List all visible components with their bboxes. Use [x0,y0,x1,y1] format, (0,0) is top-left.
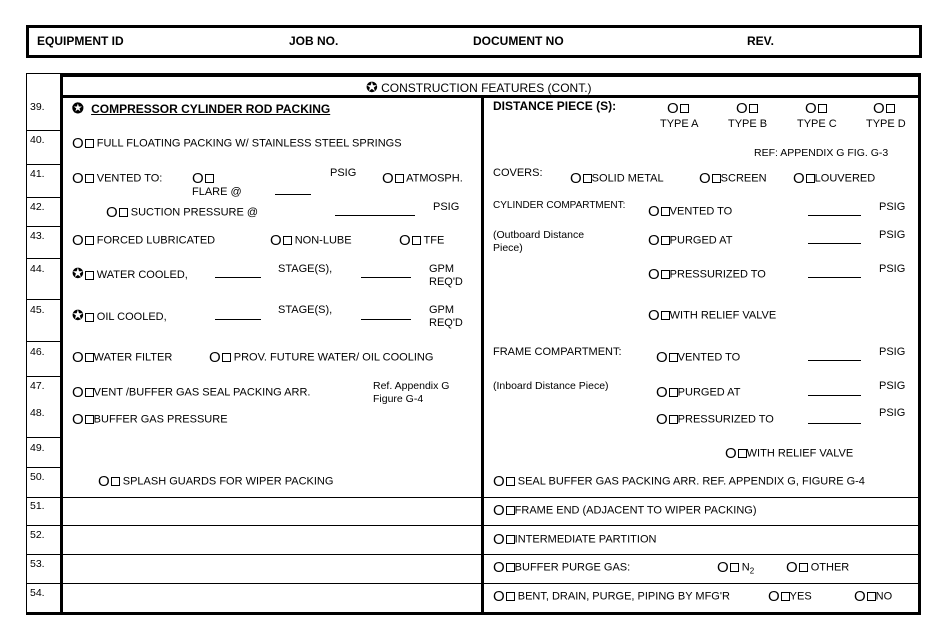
psig-label: PSIG [879,263,906,275]
line-number: 40. [30,134,45,146]
prov-future-option[interactable]: O PROV. FUTURE WATER/ OIL COOLING [209,349,434,366]
frame-pressurized-to-option[interactable]: O PRESSURIZED TO [656,411,774,428]
checkbox[interactable] [738,449,747,458]
type-a-checkbox[interactable]: O [667,101,689,116]
star-icon: ✪ [72,265,84,281]
frame-vented-to-field[interactable] [808,350,861,361]
checkbox[interactable] [886,104,895,113]
checkbox[interactable] [205,174,214,183]
oil-cooled-option[interactable]: ✪ OIL COOLED, [72,307,167,323]
checkbox[interactable] [680,104,689,113]
star-icon: ✪ [72,100,84,116]
forced-lubricated-option[interactable]: O FORCED LUBRICATED [72,232,216,249]
psig-label: PSIG [879,346,906,358]
figure-label: Figure G-4 [373,393,424,405]
frame-purged-at-option[interactable]: O PURGED AT [656,384,741,401]
line-number: 53. [30,558,45,570]
line-number: 51. [30,500,45,512]
stages-label: STAGE(S), [278,304,333,316]
atmosph-option[interactable]: O ATMOSPH. [382,170,463,187]
flare-option[interactable]: O [192,171,214,186]
stages-label: STAGE(S), [278,263,333,275]
checkbox[interactable] [506,477,515,486]
yes-option[interactable]: O YES [768,588,812,605]
inboard-label: (Inboard Distance Piece) [493,380,609,392]
outboard-piece-label: Piece) [493,242,523,254]
form-right-border [918,74,921,615]
type-b-label: TYPE B [728,118,768,130]
line-number: 46. [30,346,45,358]
checkbox[interactable] [799,563,808,572]
frame-end-option[interactable]: O FRAME END (ADJACENT TO WIPER PACKING) [493,502,757,519]
checkbox[interactable] [85,236,94,245]
line-number: 45. [30,304,45,316]
checkbox[interactable] [506,592,515,601]
cyl-vented-to-option[interactable]: O VENTED TO [648,203,733,220]
line-number: 39. [30,101,45,113]
seal-buffer-option[interactable]: O SEAL BUFFER GAS PACKING ARR. REF. APPENDIX G, FIGURE G-4 [493,473,865,490]
checkbox[interactable] [661,270,670,279]
checkbox[interactable] [395,174,404,183]
checkbox[interactable] [85,271,94,280]
vented-to-option[interactable]: O VENTED TO: [72,170,163,187]
buffer-purge-gas-option[interactable]: O BUFFER PURGE GAS: [493,559,631,576]
cyl-pressurized-to-field[interactable] [808,267,861,278]
frame-relief-valve-option[interactable]: O WITH RELIEF VALVE [725,445,854,462]
distance-piece-title: DISTANCE PIECE (S): [493,99,617,113]
cyl-purged-at-field[interactable] [808,233,861,244]
checkbox[interactable] [583,174,592,183]
type-c-label: TYPE C [797,118,837,130]
checkbox[interactable] [506,535,515,544]
full-floating-option[interactable]: O FULL FLOATING PACKING W/ STAINLESS STEEL SPRINGS [72,135,402,152]
oil-cooled-gpm-field[interactable] [361,309,411,320]
checkbox[interactable] [85,313,94,322]
checkbox[interactable] [222,353,231,362]
line-number: 44. [30,263,45,275]
gpm-label: GPM [429,263,455,275]
line-number: 42. [30,201,45,213]
rev-label: REV. [747,34,774,48]
line-number: 43. [30,230,45,242]
checkbox[interactable] [506,506,515,515]
line-number: 54. [30,587,45,599]
checkbox[interactable] [283,236,292,245]
no-option[interactable]: O NO [854,588,893,605]
line-number: 47. [30,380,45,392]
type-b-checkbox[interactable]: O [736,101,758,116]
form-left-border [60,74,63,615]
cylinder-compartment-label: CYLINDER COMPARTMENT: [493,200,626,211]
water-cooled-gpm-field[interactable] [361,267,411,278]
checkbox[interactable] [119,208,128,217]
checkbox[interactable] [867,592,876,601]
covers-label: COVERS: [493,167,543,179]
number-column-left [26,73,27,615]
psig-label: PSIG [879,229,906,241]
checkbox[interactable] [712,174,721,183]
checkbox[interactable] [669,353,678,362]
ref-appendix-label: Ref. Appendix G [373,380,450,392]
job-no-label: JOB NO. [289,34,339,48]
checkbox[interactable] [85,174,94,183]
reqd-label: REQ'D [429,276,463,288]
water-cooled-stages-field[interactable] [215,267,261,278]
form-bottom-border [26,612,921,615]
form-top-border [61,74,921,77]
tfe-option[interactable]: O TFE [399,232,445,249]
center-divider [481,98,484,615]
psig-label: PSIG [879,407,906,419]
frame-compartment-label: FRAME COMPARTMENT: [493,346,622,358]
n2-option[interactable]: O $N_2$ [717,559,755,576]
type-d-label: TYPE D [866,118,906,130]
cyl-vented-to-field[interactable] [808,205,861,216]
splash-guards-option[interactable]: O SPLASH GUARDS FOR WIPER PACKING [98,473,334,490]
psig-label: PSIG [879,380,906,392]
checkbox[interactable] [661,236,670,245]
outboard-label: (Outboard Distance [493,229,585,241]
document-no-label: DOCUMENT NO [473,34,564,48]
checkbox[interactable] [806,174,815,183]
cyl-relief-valve-option[interactable]: O WITH RELIEF VALVE [648,307,777,324]
checkbox[interactable] [818,104,827,113]
suction-pressure-option[interactable]: O SUCTION PRESSURE @ [106,204,259,221]
vent-buffer-option[interactable]: O VENT /BUFFER GAS SEAL PACKING ARR. [72,384,311,401]
psig-label: PSIG [433,201,460,213]
oil-cooled-stages-field[interactable] [215,309,261,320]
type-c-checkbox[interactable]: O [805,101,827,116]
solid-metal-option[interactable]: O SOLID METAL [570,170,664,187]
type-a-label: TYPE A [660,118,699,130]
checkbox[interactable] [661,311,670,320]
checkbox[interactable] [85,353,94,362]
gpm-label: GPM [429,304,455,316]
other-option[interactable]: O OTHER [786,559,850,576]
reqd-label: REQ'D [429,317,463,329]
star-icon: ✪ [72,307,84,323]
buffer-gas-pressure-option[interactable]: O BUFFER GAS PRESSURE [72,411,228,428]
louvered-option[interactable]: O LOUVERED [793,170,876,187]
checkbox[interactable] [669,415,678,424]
rod-packing-title: ✪ COMPRESSOR CYLINDER ROD PACKING [72,100,331,116]
water-cooled-option[interactable]: ✪ WATER COOLED, [72,265,188,281]
checkbox[interactable] [412,236,421,245]
checkbox[interactable] [749,104,758,113]
flare-label: FLARE @ [192,186,242,198]
checkbox[interactable] [85,388,94,397]
equipment-id-label: EQUIPMENT ID [37,34,124,48]
line-number: 52. [30,529,45,541]
type-d-checkbox[interactable]: O [873,101,895,116]
line-number: 50. [30,471,45,483]
cyl-pressurized-to-option[interactable]: O PRESSURIZED TO [648,266,766,283]
ref-appendix-g3: REF: APPENDIX G FIG. G-3 [754,147,889,159]
frame-purged-at-field[interactable] [808,385,861,396]
line-number: 49. [30,442,45,454]
checkbox[interactable] [730,563,739,572]
checkbox[interactable] [111,477,120,486]
suction-pressure-field[interactable] [335,205,415,216]
section-title: ✪ CONSTRUCTION FEATURES (CONT.) [366,79,592,95]
line-number: 48. [30,407,45,419]
bent-drain-option[interactable]: O BENT, DRAIN, PURGE, PIPING BY MFG'R [493,588,730,605]
checkbox[interactable] [781,592,790,601]
checkbox[interactable] [506,563,515,572]
frame-pressurized-to-field[interactable] [808,413,861,424]
checkbox[interactable] [661,207,670,216]
water-filter-option[interactable]: O WATER FILTER [72,349,173,366]
star-icon: ✪ [366,79,378,95]
checkbox[interactable] [85,415,94,424]
flare-psig-field[interactable] [275,184,311,195]
psig-label: PSIG [330,167,357,179]
cyl-purged-at-option[interactable]: O PURGED AT [648,232,733,249]
psig-label: PSIG [879,201,906,213]
non-lube-option[interactable]: O NON-LUBE [270,232,352,249]
frame-vented-to-option[interactable]: O VENTED TO [656,349,741,366]
intermediate-partition-option[interactable]: O INTERMEDIATE PARTITION [493,531,657,548]
checkbox[interactable] [85,139,94,148]
line-number: 41. [30,168,45,180]
screen-option[interactable]: O SCREEN [699,170,767,187]
checkbox[interactable] [669,388,678,397]
